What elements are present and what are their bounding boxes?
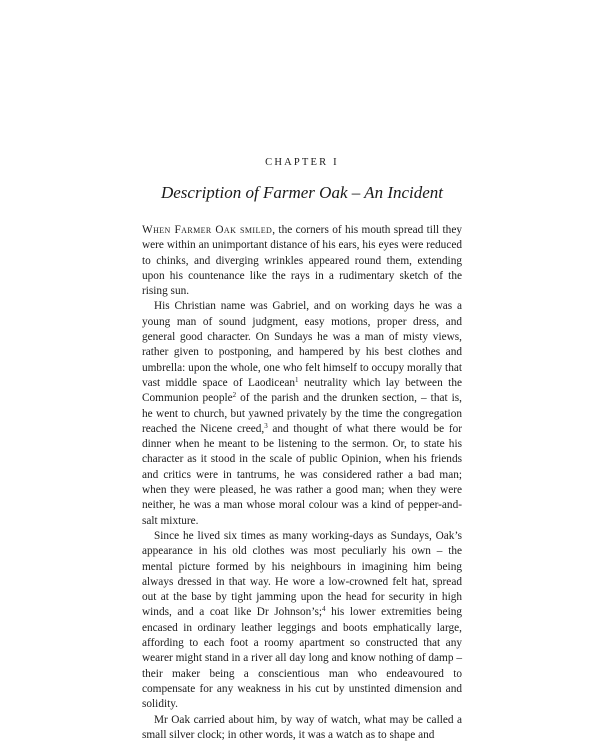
footnote-marker-3[interactable]: 3 [264,421,268,430]
paragraph-2 [142,299,462,528]
footnote-marker-1[interactable]: 1 [295,375,299,384]
paragraph-text: and thought of what there would be for dinner when he meant to be listening to the sermon. Or, to state his character as it stood in the scale of public Opinion, when his friends and critics were in tantrums, he was considered rather a bad man; when they were pleased, he was rather a good man; when they were neither, he was a man whose moral colour was a kind of pepper-and-salt mixture. [142,422,462,527]
footnote-marker-2[interactable]: 2 [232,391,237,400]
paragraph-text: neutrality which lay between the Communion people [142,376,462,405]
paragraph-text: his lower extremities being encased in ordinary leather leggings and boots emphatically large, affording to each foot a roomy apartment so constructed that any wearer might stand in a river all day long and know nothing of damp – their maker being a conscientious man who endeavoured to compensate for any weakness in his cut by unstinted dimension and solidity. [142,606,463,711]
paragraph-3 [142,529,462,713]
footnote-marker-4[interactable]: 4 [322,605,326,614]
paragraph-text: His Christian name was Gabriel, and on working days he was a young man of sound judgment, easy motions, proper dress, and general good character. On Sundays he was a man of misty views, rather given to postponing, and hampered by his best clothes and umbrella: upon the whole, one who felt himself to occupy morally that vast middle space of Laodicean [142,300,462,389]
paragraph-text: , the corners of his mouth spread till they were within an unimportant distance of his ears, his eyes were reduced to chinks, and diverging wrinkles appeared round them, extending upon his countenance like the rays in a rudimentary sketch of the rising sun. [142,224,462,298]
paragraph-4 [142,713,462,744]
chapter-title: Description of Farmer Oak – An Incident [160,183,444,202]
paragraph-lead-smallcaps: When Farmer Oak smiled [142,224,273,236]
paragraph-text: Mr Oak carried about him, by way of watch, what may be called a small silver clock; in other words, it was a watch as to shape and [142,713,462,741]
paragraph-1 [142,223,462,299]
chapter-number: CHAPTER I [265,157,339,168]
paragraph-text: Since he lived six times as many working-days as Sundays, Oak’s appearance in his old clothes was most peculiarly his own – the mental picture formed by his neighbours in imagining him being always dressed in that way. He wore a low-crowned felt hat, spread out at the base by tight jamming upon the head for security in high winds, and a coat like Dr Johnson’s; [142,529,462,619]
chapter-body [142,223,462,743]
paragraph-text: of the parish and the drunken section, – that is, he went to church, but yawned privately by the time the congregation reached the Nicene creed, [142,392,462,435]
